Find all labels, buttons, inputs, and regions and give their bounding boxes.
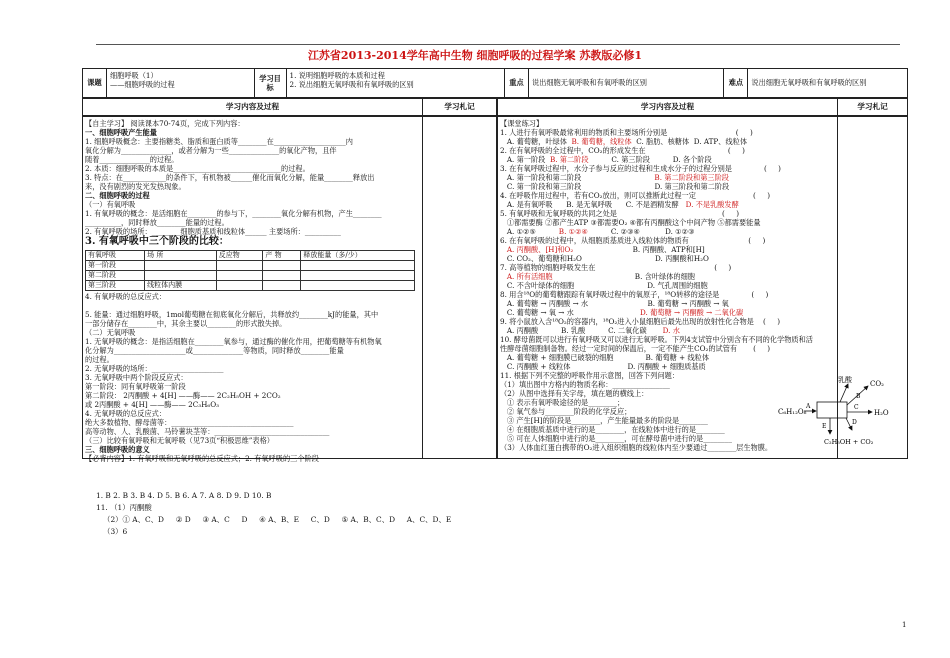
text-line: 【自主学习】 阅读课本70-74页，完成下列内容： xyxy=(85,119,245,128)
text-line: 或 2丙酮酸 + 4[H] ——酶—— 2C₃H₆O₃ xyxy=(85,399,220,409)
stage-comparison-table xyxy=(85,250,415,291)
aerobic-stage-heading: 3. 有氧呼吸中三个阶段的比较： xyxy=(85,236,229,247)
text-line: 一、细胞呼吸产生能量 xyxy=(85,128,157,137)
key-cell: 说出细胞无氧呼吸和有氧呼吸的区别 xyxy=(529,69,725,97)
line-text: （3）人体血红蛋白携带的O₂进入组织细胞的线粒体内至少要通过________层生物膜。 xyxy=(500,443,773,452)
respiration-diagram xyxy=(776,372,892,454)
table-header-cell: 释放能量（多/少） xyxy=(301,251,415,261)
text-line: 【必背内容】1. 有氧呼吸和无氧呼吸的总反应式；2. 有氧呼吸的三个阶段 xyxy=(85,453,319,463)
label-c: C xyxy=(854,404,859,411)
line-text: ④ 在细胞质基质中进行的是________，在线粒体中进行的是________ xyxy=(500,425,725,434)
text-line: 5. 能量：通过细胞呼吸，1mol葡萄糖在彻底氧化分解后，共释放约________kJ的能量，其中 xyxy=(85,309,379,319)
text-line: 1. 细胞呼吸概念：主要指糖类、脂质和蛋白质等________在____________________内 xyxy=(85,137,353,146)
exercise-line xyxy=(500,218,836,227)
topic-line: 细胞呼吸（1） xyxy=(109,71,158,80)
table-cell: 第一阶段 xyxy=(86,260,145,270)
line-text: C. CO₂、葡萄糖和H₂O D. 丙酮酸和H₂O xyxy=(500,254,709,263)
label-b: B xyxy=(856,393,861,400)
answer-line: 1. B 2. B 3. B 4. D 5. B 6. A 7. A 8. D 9. D 10. B xyxy=(96,491,272,500)
exercise-line xyxy=(500,191,836,200)
text-line: 的过程。 xyxy=(85,354,114,364)
header-table xyxy=(82,68,908,98)
line-text: 【课堂练习】 xyxy=(500,119,544,128)
top-rule xyxy=(96,44,900,45)
line-text: C. 不含叶绿体的细胞 D. 气孔周围的细胞 xyxy=(500,281,708,290)
table-header-cell: 产 物 xyxy=(263,251,301,261)
ethanol-label: C₂H₅OH + CO₂ xyxy=(824,438,874,446)
table-cell: 第三阶段 xyxy=(86,280,145,290)
line-text: B. 含叶绿体的细胞 xyxy=(552,272,695,281)
goal-cell xyxy=(287,69,505,97)
exercise-line xyxy=(500,263,836,272)
left-content-panel xyxy=(82,116,497,463)
line-text: 性酵母菌细胞制备物。经过一定时间的保温后，一定不能产生CO₂的试管有 ( ) xyxy=(500,344,771,353)
table-cell xyxy=(301,280,415,290)
exercise-line xyxy=(500,290,836,299)
answer-line: （2）① A、C、D ② D ③ A、C D ④ A、B、E C、D ⑤ A、B、C、D A、C、D、E xyxy=(96,514,452,524)
marked-answer: D. 不是乳酸发酵 xyxy=(685,200,739,209)
answer-key xyxy=(96,490,451,537)
exercise-line xyxy=(500,200,836,209)
table-row xyxy=(86,270,415,280)
exercise-line xyxy=(500,308,836,317)
line-text: 11. 根据下列不完整的呼吸作用示意图，回答下列问题： xyxy=(500,371,680,380)
goal-line: 1. 说明细胞呼吸的本质和过程 xyxy=(289,71,385,80)
goal-line: 2. 说出细胞无氧呼吸和有氧呼吸的区别 xyxy=(289,80,414,90)
line-text: （1）填出图中方格内的物质名称：________________ xyxy=(500,380,670,389)
left-notes-area[interactable] xyxy=(422,117,496,458)
marked-answer: D. 葡萄糖 → 丙酮酸 → 二氧化碳 xyxy=(640,308,744,317)
table-cell xyxy=(145,260,217,270)
line-text: 5. 有氧呼吸和无氧呼吸的共同之处是 ( ) xyxy=(500,209,740,218)
text-line: 3. 无氧呼吸中两个阶段反应式： xyxy=(85,372,188,382)
text-line: 高等动物、人、乳酸菌、马铃薯块茎等：________________________________ xyxy=(85,426,330,436)
text-line: 4. 无氧呼吸的总反应式： xyxy=(85,408,167,418)
content-header: 学习内容及过程 xyxy=(498,99,838,115)
topic-label: 课题 xyxy=(83,69,107,97)
table-cell xyxy=(263,280,301,290)
line-text: A. 第一阶段 xyxy=(500,155,550,164)
exercise-line xyxy=(500,353,836,362)
glucose-label: C₆H₁₂O₆ xyxy=(778,408,807,416)
line-text: ③ 产生[H]的阶段是________，产生能量最多的阶段是________ xyxy=(500,416,708,425)
exercise-line xyxy=(500,335,836,344)
line-text: C. 丙酮酸 + 线粒体 D. 丙酮酸 + 细胞质基质 xyxy=(500,362,706,371)
text-line: 氧化分解为______________，或者分解为一些______________的氧化产物，且伴 xyxy=(85,146,337,155)
line-text: A. 葡萄糖 → 丙酮酸 → 水 B. 葡萄糖 → 丙酮酸 → 氧 xyxy=(500,299,729,308)
text-line: 2. 本质：细胞呼吸的本质是______________________________的过程。 xyxy=(85,164,310,173)
exercise-line xyxy=(500,209,836,218)
text-line: 化分解为____________________或______________等物质，同时释放________能量 xyxy=(85,345,344,355)
text-line: 2. 有氧呼吸的场所：________细胞质基质和线粒体______ 主要场所：__________ xyxy=(85,227,341,236)
text-line: 4. 有氧呼吸的总反应式： xyxy=(85,291,167,301)
table-cell xyxy=(301,260,415,270)
answer-line: （3）6 xyxy=(96,526,128,536)
table-cell xyxy=(216,270,263,280)
table-row xyxy=(86,260,415,270)
blank-box xyxy=(817,402,847,418)
text-line xyxy=(85,301,419,310)
text-line: （一）有氧呼吸 xyxy=(85,200,136,209)
text-line: 来，没有剧烈的发光发热现象。 xyxy=(85,182,186,191)
exercise-line xyxy=(500,362,836,371)
line-text: 2. 在有氧呼吸的全过程中，CO₂的形成发生在 ( ) xyxy=(500,146,745,155)
line-text: 9. 将小鼠放入含¹⁸O₂的容器内，¹⁸O₂进入小鼠细胞后最先出现的放射性化合物是 ( ) xyxy=(500,317,781,326)
line-text: C. 葡萄糖 → 氧 → 水 xyxy=(500,308,641,317)
text-line: （二）无氧呼吸 xyxy=(85,327,136,337)
marked-answer: D. 水 xyxy=(662,326,680,335)
line-text: 4. 在呼吸作用过程中，若有CO₂放出，则可以推断此过程一定 ( ) xyxy=(500,191,771,200)
table-header-cell: 有氧呼吸 xyxy=(86,251,145,261)
label-e: E xyxy=(822,423,827,430)
table-row xyxy=(86,280,415,290)
page-number: 1 xyxy=(902,621,907,629)
line-text: 6. 在有氧呼吸的过程中，从细胞质基质进入线粒体的物质有 ( ) xyxy=(500,236,766,245)
exercise-line xyxy=(500,137,836,146)
water-label: H₂O xyxy=(874,409,889,417)
hard-cell: 说出细胞无氧呼吸和有氧呼吸的区别 xyxy=(751,78,867,88)
notes-header: 学习札记 xyxy=(444,102,475,112)
text-line: （三）比较有氧呼吸和无氧呼吸（见73页“积极思维”表格） xyxy=(85,435,274,445)
line-text: ①都需要酶 ②都产生ATP ③都需要O₂ ④都有丙酮酸这个中间产物 ⑤都需要能量 xyxy=(500,218,761,227)
exercise-line xyxy=(500,227,836,236)
label-d: D xyxy=(852,419,857,426)
exercise-line xyxy=(500,164,836,173)
text-line: 3. 特点：在____________的条件下，有机物被______催化而氧化分解，能量________释放出 xyxy=(85,173,375,182)
marked-answer: B. 第二阶段和第三阶段 xyxy=(654,173,729,182)
exercise-line xyxy=(500,146,836,155)
table-cell xyxy=(263,270,301,280)
text-line: 三、细胞呼吸的意义 xyxy=(85,444,150,454)
exercise-line xyxy=(500,236,836,245)
line-text: C. 第一阶段和第三阶段 D. 第三阶段和第二阶段 xyxy=(500,182,730,191)
table-cell xyxy=(263,260,301,270)
table-header-cell: 场 所 xyxy=(145,251,217,261)
text-line: 2. 无氧呼吸的场所：____________________ xyxy=(85,363,224,373)
arrow-to-lactic xyxy=(840,384,848,402)
exercise-line xyxy=(500,182,836,191)
line-text xyxy=(500,272,507,281)
notes-header: 学习札记 xyxy=(857,102,888,112)
table-header-cell: 反应物 xyxy=(216,251,263,261)
text-line: 1. 有氧呼吸的概念：是活细胞在________的参与下，________氧化分解有机物，产生________ xyxy=(85,209,382,218)
marked-answer: B. 第二阶段 xyxy=(549,155,589,164)
text-line: 一部分储存在________中，其余主要以________的形式散失掉。 xyxy=(85,318,287,328)
line-text: ⑤ 可在人体细胞中进行的是________，可在酵母菌中进行的是________ xyxy=(500,434,732,443)
marked-answer: A. 所有活细胞 xyxy=(506,272,553,281)
exercise-line xyxy=(500,344,836,353)
line-text: C. 脂肪、核糖体 D. ATP、线粒体 xyxy=(631,137,748,146)
table-cell xyxy=(145,270,217,280)
exercise-line xyxy=(500,173,836,182)
exercise-line xyxy=(500,128,836,137)
label-a: A xyxy=(806,403,811,410)
line-text: ① 表示有氧呼吸途径的是________； xyxy=(500,398,625,407)
right-column-header xyxy=(497,98,908,116)
line-text: ② 氧气参与________阶段的化学反应； xyxy=(500,407,632,416)
line-text: A. 丙酮酸 B. 乳酸 C. 二氧化碳 xyxy=(500,326,663,335)
left-content xyxy=(85,119,419,463)
topic-line: ——细胞呼吸的过程 xyxy=(109,80,175,90)
exercise-line xyxy=(500,317,836,326)
co2-label: CO₂ xyxy=(870,380,884,388)
text-line: 第二阶段： 2丙酮酸 + 4[H] ——酶—— 2C₂H₅OH + 2CO₂ xyxy=(85,390,281,400)
text-line: 第一阶段：同有氧呼吸第一阶段 xyxy=(85,381,186,391)
line-text: 10. 酵母菌既可以进行有氧呼吸又可以进行无氧呼吸。下列4支试管中分别含有不同的化学物质和活 xyxy=(500,335,813,344)
line-text xyxy=(500,245,507,254)
line-text: C. 第三阶段 D. 各个阶段 xyxy=(588,155,712,164)
exercise-line xyxy=(500,254,836,263)
line-text: A. 第一阶段和第二阶段 xyxy=(500,173,655,182)
key-label: 重点 xyxy=(505,69,529,97)
line-text: A. 是有氧呼吸 B. 是无氧呼吸 C. 不是酒精发酵 xyxy=(500,200,686,209)
exercise-line xyxy=(500,299,836,308)
line-text: 8. 用含¹⁸O的葡萄糖跟踪有氧呼吸过程中的氧原子，¹⁸O转移的途径是 ( ) xyxy=(500,290,769,299)
line-text: A. 葡萄糖 + 细胞膜已破裂的细胞 B. 葡萄糖 + 线粒体 xyxy=(500,353,710,362)
marked-answer: B. ①②④ xyxy=(558,227,588,236)
answer-line: 11. （1）丙酮酸 xyxy=(96,502,152,512)
line-text: C. ②③④ D. ①②③ xyxy=(587,227,695,236)
left-column-header xyxy=(82,98,497,116)
exercise-line xyxy=(500,119,836,128)
table-cell xyxy=(216,280,263,290)
lactic-label: 乳酸 xyxy=(838,376,852,384)
line-text: （2）从图中选择有关字母，填在题的横线上： xyxy=(500,389,649,398)
exercise-line xyxy=(500,281,836,290)
line-text: 1. 人进行有氧呼吸最常利用的物质和主要场所分别是 ( ) xyxy=(500,128,753,137)
exercise-line xyxy=(500,272,836,281)
table-cell xyxy=(216,260,263,270)
text-line: 1. 无氧呼吸的概念：是指活细胞在________氧参与，通过酶的催化作用，把葡萄糖等有机物氧 xyxy=(85,336,382,346)
text-line: 绝大多数植物、酵母菌等：__________________________________ xyxy=(85,417,294,427)
text-line: 随着______________的过程。 xyxy=(85,155,179,164)
document-title: 江苏省2013-2014学年高中生物 细胞呼吸的过程学案 苏教版必修1 xyxy=(307,49,643,62)
marked-answer: A. 丙酮酸、[H]和O₂ xyxy=(506,245,574,254)
line-text: A. 葡萄糖，叶绿体 xyxy=(500,137,572,146)
marked-answer: B. 葡萄糖，线粒体 xyxy=(571,137,632,146)
table-cell: 线粒体内膜 xyxy=(145,280,217,290)
text-line: __________，同时释放________能量的过程。 xyxy=(85,218,229,227)
exercise-line xyxy=(500,155,836,164)
line-text: B. 丙酮酸、ATP和[H] xyxy=(573,245,705,254)
topic-cell xyxy=(107,69,255,97)
table-cell xyxy=(301,270,415,280)
content-header: 学习内容及过程 xyxy=(83,99,423,115)
text-line: 二、细胞呼吸的过程 xyxy=(85,191,150,200)
exercise-line xyxy=(500,245,836,254)
table-cell: 第二阶段 xyxy=(86,270,145,280)
exercise-line xyxy=(500,326,836,335)
line-text: 7. 高等植物的细胞呼吸发生在 ( ) xyxy=(500,263,732,272)
line-text: A. ①②⑤ xyxy=(500,227,559,236)
hard-label: 难点 xyxy=(724,69,748,97)
goal-label: 学习目标 xyxy=(255,69,287,97)
line-text: 3. 在有氧呼吸过程中，水分子参与反应的过程和生成水分子的过程分别是 ( ) xyxy=(500,164,781,173)
